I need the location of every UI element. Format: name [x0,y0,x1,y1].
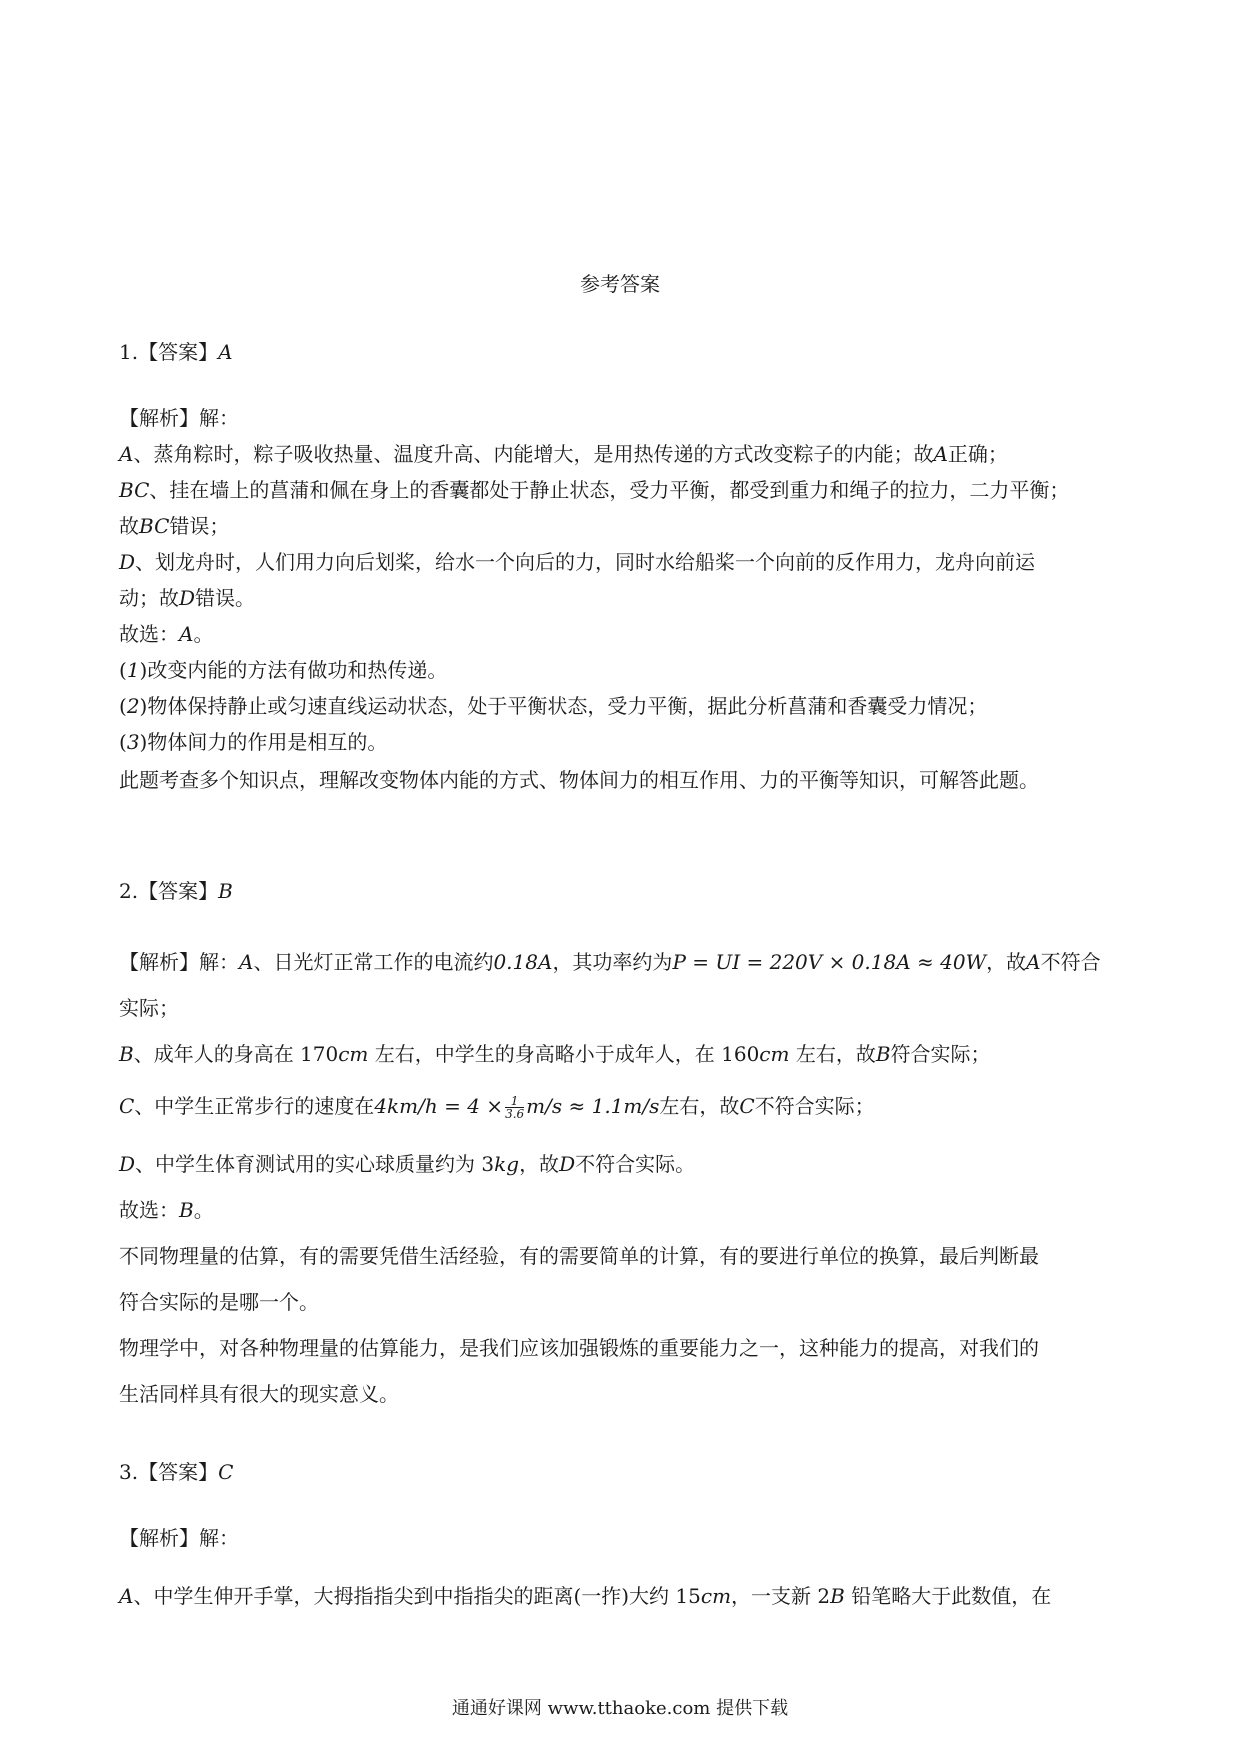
q2-answer-value: B [218,879,233,903]
q2-choice: 故选：B。 [119,1198,214,1222]
q1-answer-value: A [218,340,233,364]
q1-summary: 此题考查多个知识点，理解改变物体内能的方式、物体间力的相互作用、力的平衡等知识，可解答此题。 [119,768,1039,792]
q1-point-2: (2)物体保持静止或匀速直线运动状态，处于平衡状态，受力平衡，据此分析菖蒲和香囊受力情况； [119,694,988,718]
q1-option-d: D、划龙舟时，人们用力向后划桨，给水一个向后的力，同时水给船桨一个向前的反作用力，龙舟向前运 [119,550,1036,574]
q1-option-bc-cont: 故BC错误； [119,514,230,538]
q1-analysis-label: 【解析】解： [119,406,239,430]
page-title: 参考答案 [580,272,660,296]
q1-answer-line: 1.【答案】A [119,340,233,364]
q1-point-3: (3)物体间力的作用是相互的。 [119,730,388,754]
q2-note-1: 不同物理量的估算，有的需要凭借生活经验，有的需要简单的计算，有的要进行单位的换算，最后判断最 [119,1244,1039,1268]
q3-answer-line: 3.【答案】C [119,1460,234,1484]
q1-option-a: A、蒸角粽时，粽子吸收热量、温度升高、内能增大，是用热传递的方式改变粽子的内能；故A正确； [119,442,1008,466]
q1-option-bc: BC、挂在墙上的菖蒲和佩在身上的香囊都处于静止状态，受力平衡，都受到重力和绳子的拉力，二力平衡； [119,478,1070,502]
q2-option-b: B、成年人的身高在 170cm 左右，中学生的身高略小于成年人，在 160cm 左右，故B符合实际； [119,1042,991,1066]
q2-note-3: 物理学中，对各种物理量的估算能力，是我们应该加强锻炼的重要能力之一，这种能力的提高，对我们的 [119,1336,1039,1360]
q2-speed-formula: 4km/h = 4 × [374,1094,504,1118]
q1-choice: 故选：A。 [119,622,214,646]
q2-note-2: 符合实际的是哪一个。 [119,1290,319,1314]
q2-option-d: D、中学生体育测试用的实心球质量约为 3kg，故D不符合实际。 [119,1152,696,1176]
q3-analysis-label: 【解析】解： [119,1526,239,1550]
q3-answer-value: C [218,1460,234,1484]
q1-option-d-cont: 动；故D错误。 [119,586,256,610]
q3-option-a: A、中学生伸开手掌，大拇指指尖到中指指尖的距离(一拃)大约 15cm，一支新 2B 铅笔略大于此数值，在 [119,1584,1052,1608]
q2-note-4: 生活同样具有很大的现实意义。 [119,1382,399,1406]
page-footer: 通通好课网 www.tthaoke.com 提供下载 [451,1698,789,1719]
q2-power-formula: P = UI = 220V × 0.18A ≈ 40W [672,950,987,974]
q2-option-a: 【解析】解：A、日光灯正常工作的电流约0.18A，其功率约为P = UI = 220V × 0.18A ≈ 40W，故A不符合 [119,950,1101,974]
q2-fraction: $\frac{1}{3.6}$ [505,1094,525,1121]
q2-answer-line: 2.【答案】B [119,879,233,903]
q1-point-1: (1)改变内能的方法有做功和热传递。 [119,658,448,682]
q2-option-a-cont: 实际； [119,996,179,1020]
q2-option-c: C、中学生正常步行的速度在4km/h = 4 × $\frac{1}{3.6}$ m/s ≈ 1.1m/s左右，故C不符合实际； [119,1094,875,1121]
